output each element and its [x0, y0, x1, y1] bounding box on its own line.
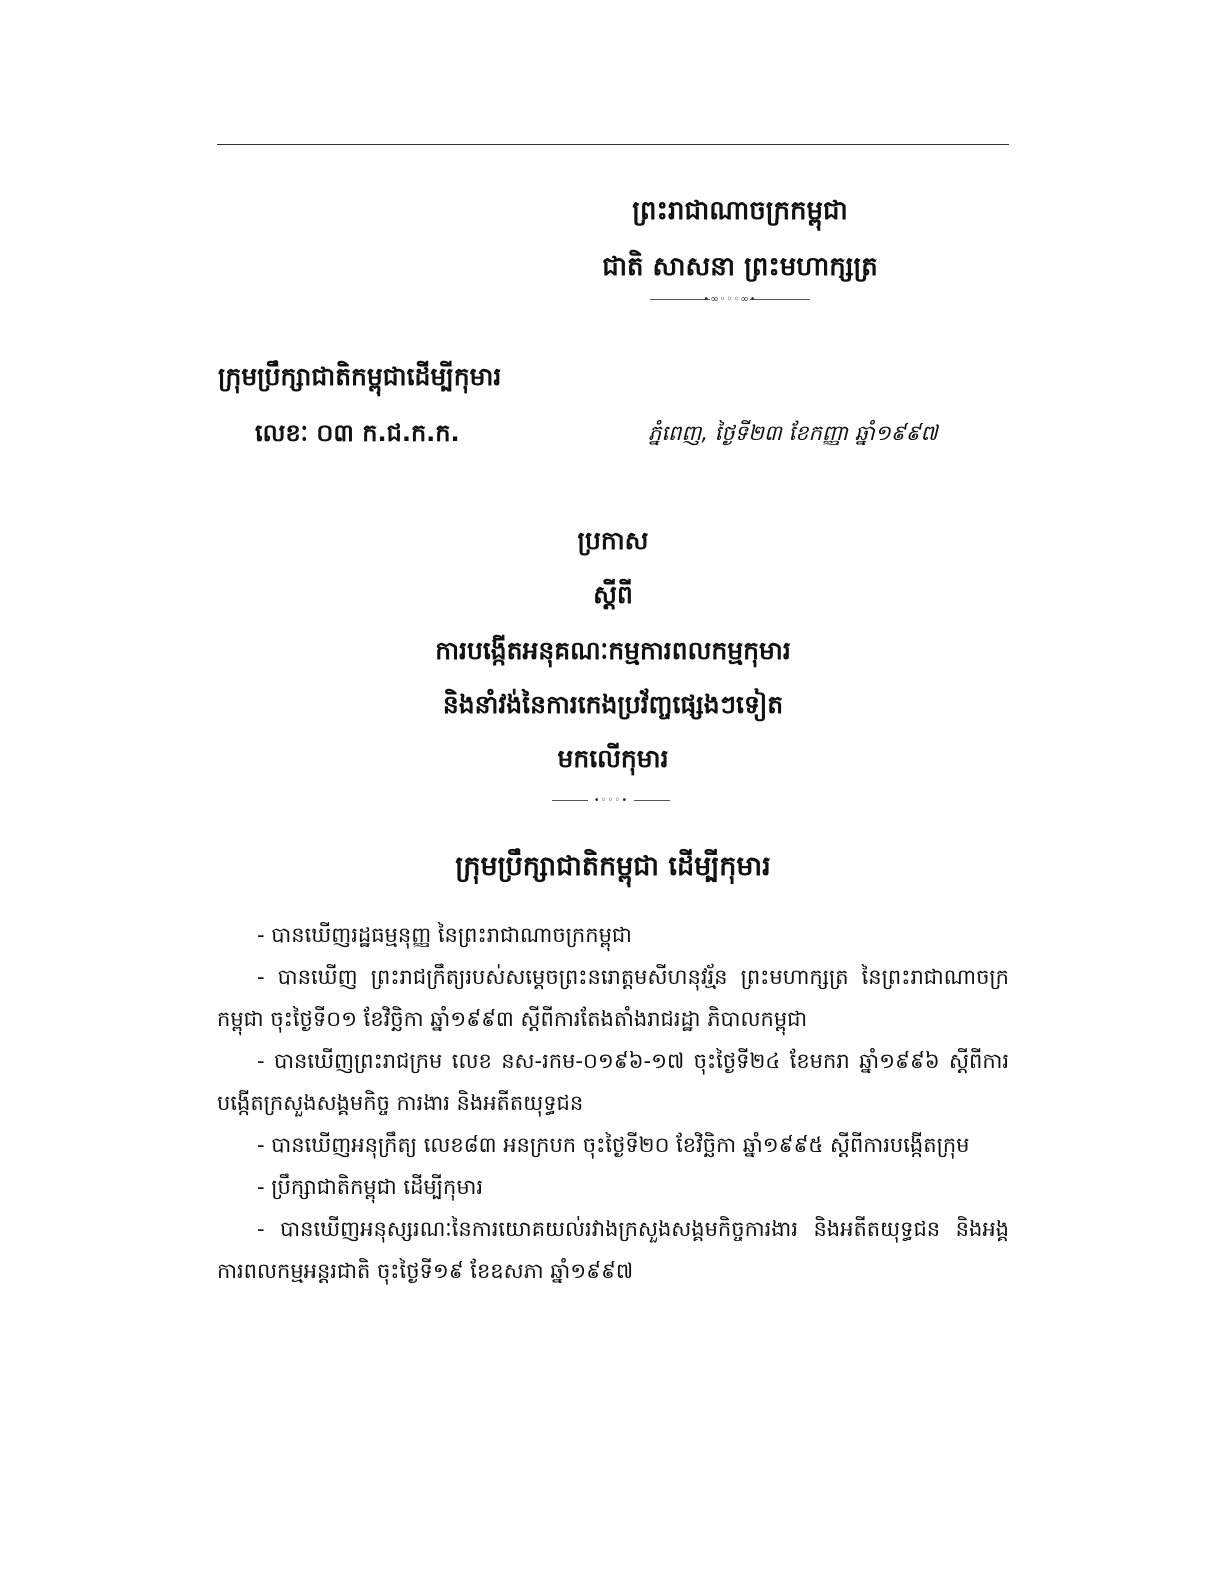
clause-2 [217, 956, 1009, 1040]
place-date: ភ្នំពេញ, ថ្ងៃទី២៣ ខែកញ្ញា ឆ្នាំ១៩៩៧ [648, 421, 938, 445]
title-line-2: ស្តីពី [593, 580, 633, 609]
title-line-1: ប្រកាស [577, 526, 649, 555]
clause-2-text: - បានឃើញ ព្រះរាជក្រឹត្យរបស់សម្តេចព្រះនរោត្តមសីហនុវរ្ម័ន ព្រះមហាក្សត្រ នៃព្រះរាជាណាចក្រកម្ពុជា ចុះថ្ងៃទី០១ ខែវិច្ឆិកា ឆ្នាំ១៩៩៣ ស្តីពីការតែងតាំងរាជរដ្ឋា ភិបាលកម្ពុជា [217, 965, 1009, 1031]
issuer-name: ក្រុមប្រឹក្សាជាតិកម្ពុជាដើម្បីកុមារ [218, 362, 502, 391]
body-heading: ក្រុមប្រឹក្សាជាតិកម្ពុជា ដើម្បីកុមារ [455, 851, 771, 882]
clause-4 [217, 1124, 1009, 1166]
clause-4-text: - បានឃើញអនុក្រឹត្យ លេខ៨៣ អនក្របក ចុះថ្ងៃទី២០ ខែវិច្ឆិកា ឆ្នាំ១៩៩៥ ស្តីពីការបង្កើតក្រុម [257, 1133, 970, 1157]
clause-6 [217, 1208, 1009, 1292]
title-line-5: មកលើកុមារ [557, 744, 669, 773]
clause-1 [217, 914, 1009, 956]
ornament-divider: •∞◦◦◦∞• [650, 294, 810, 306]
kingdom-title: ព្រះរាជាណាចក្រកម្ពុជា [632, 196, 848, 226]
title-line-4: និងនាំវង់នៃការកេងប្រវ័ញ្ចផ្សេងៗទៀត [442, 690, 784, 719]
clause-3-text: - បានឃើញព្រះរាជក្រម លេខ នស-រកម-០១៩៦-១៧ ចុះថ្ងៃទី២៤ ខែមករា ឆ្នាំ១៩៩៦ ស្តីពីការបង្កើតក្រសួងសង្គមកិច្ច ការងារ និងអតីតយុទ្ធជន [217, 1049, 1009, 1115]
clause-3 [217, 1040, 1009, 1124]
clause-5 [217, 1166, 1009, 1208]
ornament-divider-small: •◦◦◦• [552, 795, 670, 807]
clause-1-text: - បានឃើញរដ្ឋធម្មនុញ្ញ នៃព្រះរាជាណាចក្រកម្ពុជា [257, 923, 632, 947]
title-line-3: ការបង្កើតអនុគណៈកម្មការពលកម្មកុមារ [435, 636, 791, 665]
clause-5-text: - ប្រឹក្សាជាតិកម្ពុជា ដើម្បីកុមារ [257, 1175, 484, 1199]
clause-6-text: - បានឃើញអនុស្សរណៈនៃការយោគយល់រវាងក្រសួងសង្គមកិច្ចការងារ និងអតីតយុទ្ធជន និងអង្គការពលកម្មអន្តរជាតិ ចុះថ្ងៃទី១៩ ខែឧសភា ឆ្នាំ១៩៩៧ [217, 1217, 1009, 1283]
document-number: លេខៈ ០៣ ក.ជ.ក.ក. [255, 419, 460, 447]
national-motto: ជាតិ សាសនា ព្រះមហាក្សត្រ [602, 252, 878, 282]
header-rule [217, 144, 1009, 145]
